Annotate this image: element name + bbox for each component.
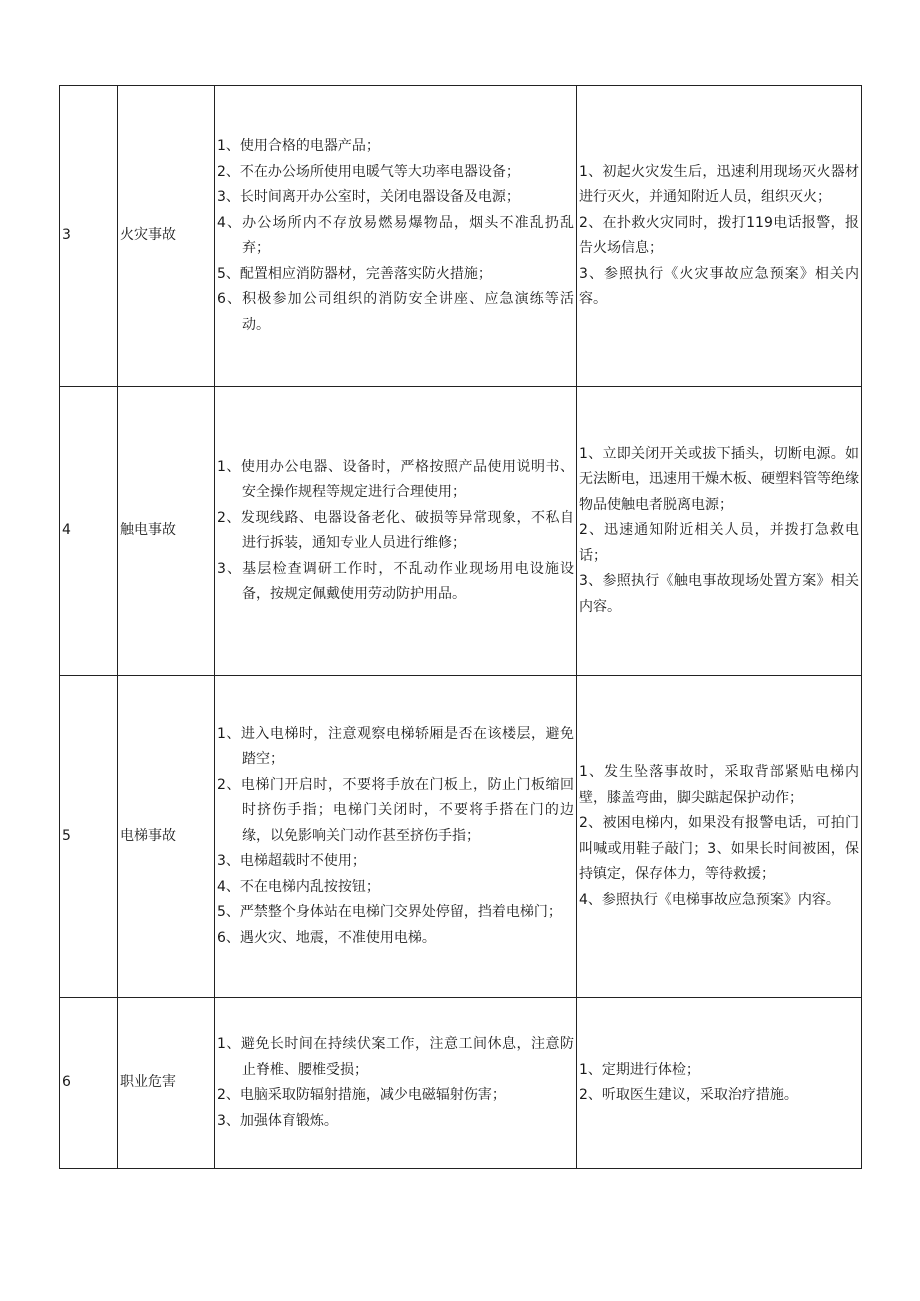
- measure-item: 4、不在电梯内乱按按钮；: [217, 878, 380, 895]
- response-item: 2、在扑救火灾同时，拨打119电话报警，报告火场信息；: [579, 214, 859, 256]
- prevention-measures: [215, 998, 577, 1169]
- measure-item: 2、发现线路、电器设备老化、破损等异常现象，不私自进行拆装，通知专业人员进行维修；: [217, 509, 574, 551]
- response-item: 2、听取医生建议，采取治疗措施。: [579, 1087, 798, 1103]
- response-item: 1、定期进行体检；: [579, 1061, 700, 1078]
- row-number: 4: [60, 387, 118, 676]
- prevention-measures: [215, 387, 577, 676]
- prevention-measures: [215, 676, 577, 998]
- measure-item: 5、配置相应消防器材，完善落实防火措施；: [217, 265, 492, 282]
- row-number: 5: [60, 676, 118, 998]
- response-item: 3、参照执行《火灾事故应急预案》相关内容。: [579, 265, 859, 307]
- measure-item: 1、使用合格的电器产品；: [217, 138, 380, 154]
- table-row: [60, 86, 862, 387]
- measure-item: 6、积极参加公司组织的消防安全讲座、应急演练等活动。: [217, 291, 574, 333]
- table-row: [60, 676, 862, 998]
- measure-item: 1、避免长时间在持续伏案工作，注意工间休息，注意防止脊椎、腰椎受损；: [217, 1036, 574, 1078]
- response-item: 4、参照执行《电梯事故应急预案》内容。: [579, 891, 840, 908]
- measure-item: 2、电梯门开启时，不要将手放在门板上，防止门板缩回时挤伤手指；电梯门关闭时，不要将手搭在门的边缘，以免影响关门动作甚至挤伤手指；: [217, 776, 574, 844]
- measure-item: 3、加强体育锻炼。: [217, 1112, 338, 1129]
- prevention-measures: [215, 86, 577, 387]
- measure-item: 2、电脑采取防辐射措施，减少电磁辐射伤害；: [217, 1087, 506, 1103]
- row-number: 6: [60, 998, 118, 1169]
- emergency-response: [577, 998, 862, 1169]
- hazard-type: 触电事故: [118, 387, 215, 676]
- table-row: [60, 387, 862, 676]
- response-item: 1、立即关闭开关或拔下插头，切断电源。如无法断电，迅速用干燥木板、硬塑料管等绝缘物品使触电者脱离电源；: [579, 445, 859, 513]
- emergency-response: [577, 86, 862, 387]
- measure-item: 5、严禁整个身体站在电梯门交界处停留，挡着电梯门；: [217, 904, 562, 921]
- response-item: 1、发生坠落事故时，采取背部紧贴电梯内壁，膝盖弯曲，脚尖踮起保护动作；: [579, 764, 859, 806]
- measure-item: 3、长时间离开办公室时，关闭电器设备及电源；: [217, 189, 520, 205]
- hazard-table: [59, 85, 862, 1169]
- measure-item: 3、基层检查调研工作时，不乱动作业现场用电设施设备，按规定佩戴使用劳动防护用品。: [217, 560, 574, 602]
- response-item: 2、被困电梯内，如果没有报警电话，可拍门叫喊或用鞋子敲门；3、如果长时间被困，保持镇定，保存体力，等待救援；: [579, 815, 859, 882]
- measure-item: 1、使用办公电器、设备时，严格按照产品使用说明书、安全操作规程等规定进行合理使用；: [217, 458, 574, 500]
- table-row: [60, 998, 862, 1169]
- measure-item: 4、办公场所内不存放易燃易爆物品，烟头不准乱扔乱弃；: [217, 214, 574, 256]
- response-item: 1、初起火灾发生后，迅速利用现场灭火器材进行灭火，并通知附近人员，组织灭火；: [579, 163, 859, 205]
- hazard-type: 职业危害: [118, 998, 215, 1169]
- emergency-response: [577, 676, 862, 998]
- measure-item: 6、遇火灾、地震，不准使用电梯。: [217, 929, 436, 946]
- response-item: 2、迅速通知附近相关人员，并拨打急救电话；: [579, 522, 859, 564]
- emergency-response: [577, 387, 862, 676]
- row-number: 3: [60, 86, 118, 387]
- measure-item: 2、不在办公场所使用电暖气等大功率电器设备；: [217, 163, 520, 180]
- measure-item: 3、电梯超载时不使用；: [217, 853, 366, 870]
- hazard-type: 火灾事故: [118, 86, 215, 387]
- response-item: 3、参照执行《触电事故现场处置方案》相关内容。: [579, 573, 859, 615]
- measure-item: 1、进入电梯时，注意观察电梯轿厢是否在该楼层，避免踏空；: [217, 725, 574, 768]
- hazard-type: 电梯事故: [118, 676, 215, 998]
